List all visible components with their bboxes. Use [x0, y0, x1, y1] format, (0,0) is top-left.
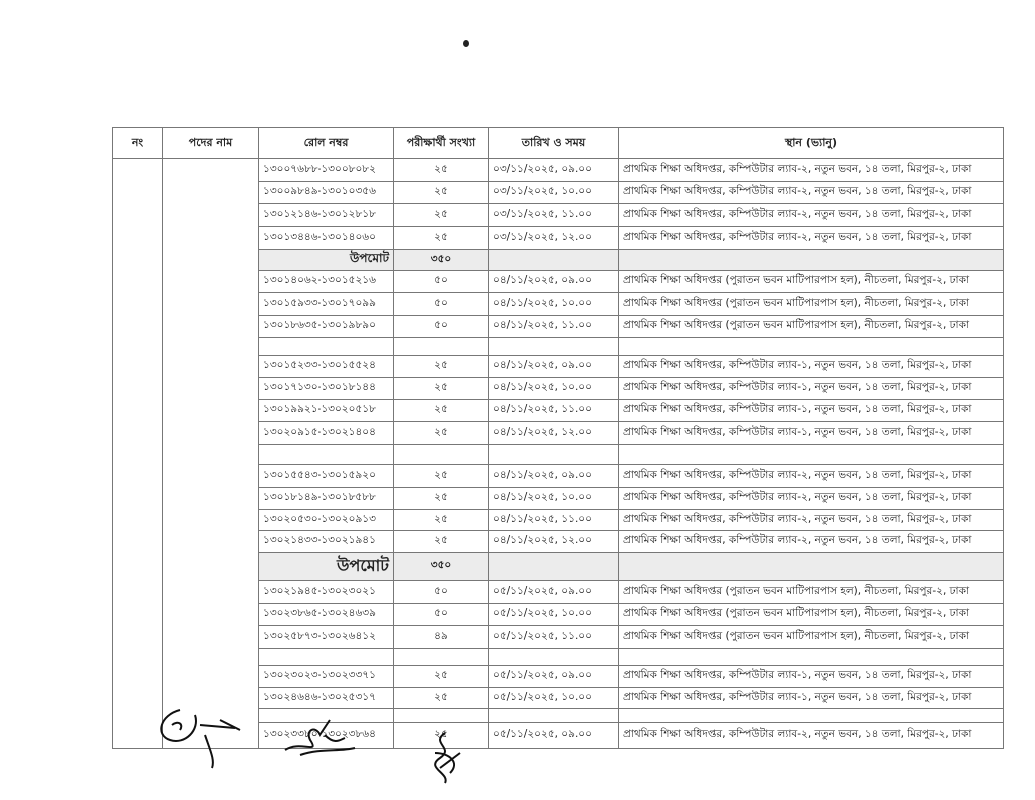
- venue: প্রাথমিক শিক্ষা অধিদপ্তর (পুরাতন ভবন মাটিপারপাস হল), নীচতলা, মিরপুর-২, ঢাকা: [619, 604, 1004, 626]
- subtotal-count: ৩৫০: [394, 553, 489, 581]
- date-time: ০৪/১১/২০২৫, ১১.০০: [489, 510, 619, 531]
- candidate-count: ২৫: [394, 378, 489, 400]
- roll-range: ১৩০২১৯৪৫-১৩০২৩০২১: [259, 581, 394, 604]
- candidate-count: ২৫: [394, 723, 489, 749]
- venue: প্রাথমিক শিক্ষা অধিদপ্তর, কম্পিউটার ল্যাব-১, নতুন ভবন, ১৪ তলা, মিরপুর-২, ঢাকা: [619, 356, 1004, 378]
- candidate-count: ২৫: [394, 465, 489, 488]
- header-roll-number: রোল নম্বর: [259, 128, 394, 159]
- candidate-count: ২৫: [394, 159, 489, 182]
- date-time: ০৪/১১/২০২৫, ১০.০০: [489, 293, 619, 316]
- roll-range: ১৩০২৩৮৬৫-১৩০২৪৬৩৯: [259, 604, 394, 626]
- venue: প্রাথমিক শিক্ষা অধিদপ্তর, কম্পিউটার ল্যাব-২, নতুন ভবন, ১৪ তলা, মিরপুর-২, ঢাকা: [619, 531, 1004, 553]
- roll-range: ১৩০১৮১৪৯-১৩০১৮৫৮৮: [259, 488, 394, 510]
- date-time: ০৫/১১/২০২৫, ০৯.০০: [489, 581, 619, 604]
- date-time: ০৪/১১/২০২৫, ১১.০০: [489, 316, 619, 338]
- table-header-row: [113, 128, 1004, 159]
- roll-range: ১৩০০৯৮৪৯-১৩০১০৩৫৬: [259, 182, 394, 204]
- candidate-count: ২৫: [394, 422, 489, 445]
- roll-range: ১৩০১৪০৬২-১৩০১৫২১৬: [259, 271, 394, 293]
- candidate-count: ৪৯: [394, 626, 489, 649]
- scan-speck: [463, 40, 469, 47]
- date-time: ০৫/১১/২০২৫, ০৯.০০: [489, 723, 619, 749]
- venue: প্রাথমিক শিক্ষা অধিদপ্তর (পুরাতন ভবন মাটিপারপাস হল), নীচতলা, মিরপুর-২, ঢাকা: [619, 626, 1004, 649]
- venue: প্রাথমিক শিক্ষা অধিদপ্তর, কম্পিউটার ল্যাব-১, নতুন ভবন, ১৪ তলা, মিরপুর-২, ঢাকা: [619, 400, 1004, 422]
- subtotal-count: ৩৫০: [394, 250, 489, 271]
- candidate-count: ২৫: [394, 227, 489, 250]
- date-time: ০৪/১১/২০২৫, ১১.০০: [489, 400, 619, 422]
- venue: প্রাথমিক শিক্ষা অধিদপ্তর, কম্পিউটার ল্যাব-১, নতুন ভবন, ১৪ তলা, মিরপুর-২, ঢাকা: [619, 422, 1004, 445]
- table-row: [113, 159, 1004, 182]
- venue: প্রাথমিক শিক্ষা অধিদপ্তর (পুরাতন ভবন মাটিপারপাস হল), নীচতলা, মিরপুর-২, ঢাকা: [619, 581, 1004, 604]
- exam-schedule-table: [112, 127, 1004, 749]
- roll-range: ১৩০১৭১৩০-১৩০১৮১৪৪: [259, 378, 394, 400]
- roll-range: ১৩০২০৯১৫-১৩০২১৪০৪: [259, 422, 394, 445]
- date-time: ০৪/১১/২০২৫, ১০.০০: [489, 488, 619, 510]
- serial-cell: [113, 159, 163, 749]
- venue: প্রাথমিক শিক্ষা অধিদপ্তর, কম্পিউটার ল্যাব-১, নতুন ভবন, ১৪ তলা, মিরপুর-২, ঢাকা: [619, 688, 1004, 709]
- venue: প্রাথমিক শিক্ষা অধিদপ্তর, কম্পিউটার ল্যাব-২, নতুন ভবন, ১৪ তলা, মিরপুর-২, ঢাকা: [619, 465, 1004, 488]
- candidate-count: ২৫: [394, 400, 489, 422]
- header-date-time: তারিখ ও সময়: [489, 128, 619, 159]
- header-candidate-count: পরীক্ষার্থী সংখ্যা: [394, 128, 489, 159]
- date-time: ০৩/১১/২০২৫, ১১.০০: [489, 204, 619, 227]
- date-time: ০৫/১১/২০২৫, ১১.০০: [489, 626, 619, 649]
- candidate-count: ২৫: [394, 666, 489, 688]
- subtotal-label: উপমোট: [259, 553, 394, 581]
- candidate-count: ২৫: [394, 488, 489, 510]
- roll-range: ১৩০২০৫৩০-১৩০২০৯১৩: [259, 510, 394, 531]
- roll-range: ১৩০১৫৯৩৩-১৩০১৭০৯৯: [259, 293, 394, 316]
- roll-range: ১৩০২৩০২৩-১৩০২৩৩৭১: [259, 666, 394, 688]
- candidate-count: ৫০: [394, 581, 489, 604]
- roll-range: ১৩০২৪৬৪৬-১৩০২৫৩১৭: [259, 688, 394, 709]
- date-time: ০৫/১১/২০২৫, ১০.০০: [489, 604, 619, 626]
- header-serial: নং: [113, 128, 163, 159]
- venue: প্রাথমিক শিক্ষা অধিদপ্তর, কম্পিউটার ল্যাব-২, নতুন ভবন, ১৪ তলা, মিরপুর-২, ঢাকা: [619, 204, 1004, 227]
- date-time: ০৪/১১/২০২৫, ০৯.০০: [489, 465, 619, 488]
- roll-range: ১৩০১৯৯২১-১৩০২০৫১৮: [259, 400, 394, 422]
- date-time: ০৪/১১/২০২৫, ১২.০০: [489, 422, 619, 445]
- venue: প্রাথমিক শিক্ষা অধিদপ্তর, কম্পিউটার ল্যাব-২, নতুন ভবন, ১৪ তলা, মিরপুর-২, ঢাকা: [619, 510, 1004, 531]
- date-time: ০৩/১১/২০২৫, ০৯.০০: [489, 159, 619, 182]
- venue: প্রাথমিক শিক্ষা অধিদপ্তর, কম্পিউটার ল্যাব-১, নতুন ভবন, ১৪ তলা, মিরপুর-২, ঢাকা: [619, 378, 1004, 400]
- venue: প্রাথমিক শিক্ষা অধিদপ্তর, কম্পিউটার ল্যাব-২, নতুন ভবন, ১৪ তলা, মিরপুর-২, ঢাকা: [619, 227, 1004, 250]
- header-post-name: পদের নাম: [163, 128, 259, 159]
- candidate-count: ২৫: [394, 204, 489, 227]
- candidate-count: ২৫: [394, 688, 489, 709]
- venue: প্রাথমিক শিক্ষা অধিদপ্তর (পুরাতন ভবন মাটিপারপাস হল), নীচতলা, মিরপুর-২, ঢাকা: [619, 293, 1004, 316]
- date-time: ০৪/১১/২০২৫, ০৯.০০: [489, 271, 619, 293]
- post-name-cell: [163, 159, 259, 749]
- candidate-count: ২৫: [394, 510, 489, 531]
- venue: প্রাথমিক শিক্ষা অধিদপ্তর, কম্পিউটার ল্যাব-২, নতুন ভবন, ১৪ তলা, মিরপুর-২, ঢাকা: [619, 182, 1004, 204]
- roll-range: ১৩০১৫৫৪৩-১৩০১৫৯২০: [259, 465, 394, 488]
- roll-range: ১৩০২৩৩৮০-১৩০২৩৮৬৪: [259, 723, 394, 749]
- venue: প্রাথমিক শিক্ষা অধিদপ্তর (পুরাতন ভবন মাটিপারপাস হল), নীচতলা, মিরপুর-২, ঢাকা: [619, 316, 1004, 338]
- venue: প্রাথমিক শিক্ষা অধিদপ্তর, কম্পিউটার ল্যাব-২, নতুন ভবন, ১৪ তলা, মিরপুর-২, ঢাকা: [619, 488, 1004, 510]
- venue: প্রাথমিক শিক্ষা অধিদপ্তর, কম্পিউটার ল্যাব-১, নতুন ভবন, ১৪ তলা, মিরপুর-২, ঢাকা: [619, 666, 1004, 688]
- signature-2: [280, 710, 360, 770]
- roll-range: ১৩০১২১৪৬-১৩০১২৮১৮: [259, 204, 394, 227]
- candidate-count: ২৫: [394, 531, 489, 553]
- candidate-count: ৫০: [394, 293, 489, 316]
- date-time: ০৩/১১/২০২৫, ১২.০০: [489, 227, 619, 250]
- date-time: ০৫/১১/২০২৫, ০৯.০০: [489, 666, 619, 688]
- candidate-count: ২৫: [394, 356, 489, 378]
- date-time: ০৫/১১/২০২৫, ১০.০০: [489, 688, 619, 709]
- candidate-count: ৫০: [394, 316, 489, 338]
- date-time: ০৪/১১/২০২৫, ১২.০০: [489, 531, 619, 553]
- roll-range: ১৩০০৭৬৮৮-১৩০০৮০৮২: [259, 159, 394, 182]
- candidate-count: ৫০: [394, 604, 489, 626]
- candidate-count: ২৫: [394, 182, 489, 204]
- venue: প্রাথমিক শিক্ষা অধিদপ্তর (পুরাতন ভবন মাটিপারপাস হল), নীচতলা, মিরপুর-২, ঢাকা: [619, 271, 1004, 293]
- date-time: ০৪/১১/২০২৫, ১০.০০: [489, 378, 619, 400]
- subtotal-label: উপমোট: [259, 250, 394, 271]
- signature-3: [420, 728, 470, 788]
- date-time: ০৪/১১/২০২৫, ০৯.০০: [489, 356, 619, 378]
- roll-range: ১৩০২৫৮৭৩-১৩০২৬৪১২: [259, 626, 394, 649]
- venue: প্রাথমিক শিক্ষা অধিদপ্তর, কম্পিউটার ল্যাব-২, নতুন ভবন, ১৪ তলা, মিরপুর-২, ঢাকা: [619, 159, 1004, 182]
- header-venue: স্থান (ভ্যানু): [619, 128, 1004, 159]
- date-time: ০৩/১১/২০২৫, ১০.০০: [489, 182, 619, 204]
- signature-1: [150, 690, 250, 770]
- venue: প্রাথমিক শিক্ষা অধিদপ্তর, কম্পিউটার ল্যাব-২, নতুন ভবন, ১৪ তলা, মিরপুর-২, ঢাকা: [619, 723, 1004, 749]
- roll-range: ১৩০১৩৪৪৬-১৩০১৪০৬০: [259, 227, 394, 250]
- roll-range: ১৩০১৫২৩৩-১৩০১৫৫২৪: [259, 356, 394, 378]
- roll-range: ১৩০২১৪৩৩-১৩০২১৯৪১: [259, 531, 394, 553]
- candidate-count: ৫০: [394, 271, 489, 293]
- roll-range: ১৩০১৮৬৩৫-১৩০১৯৮৯০: [259, 316, 394, 338]
